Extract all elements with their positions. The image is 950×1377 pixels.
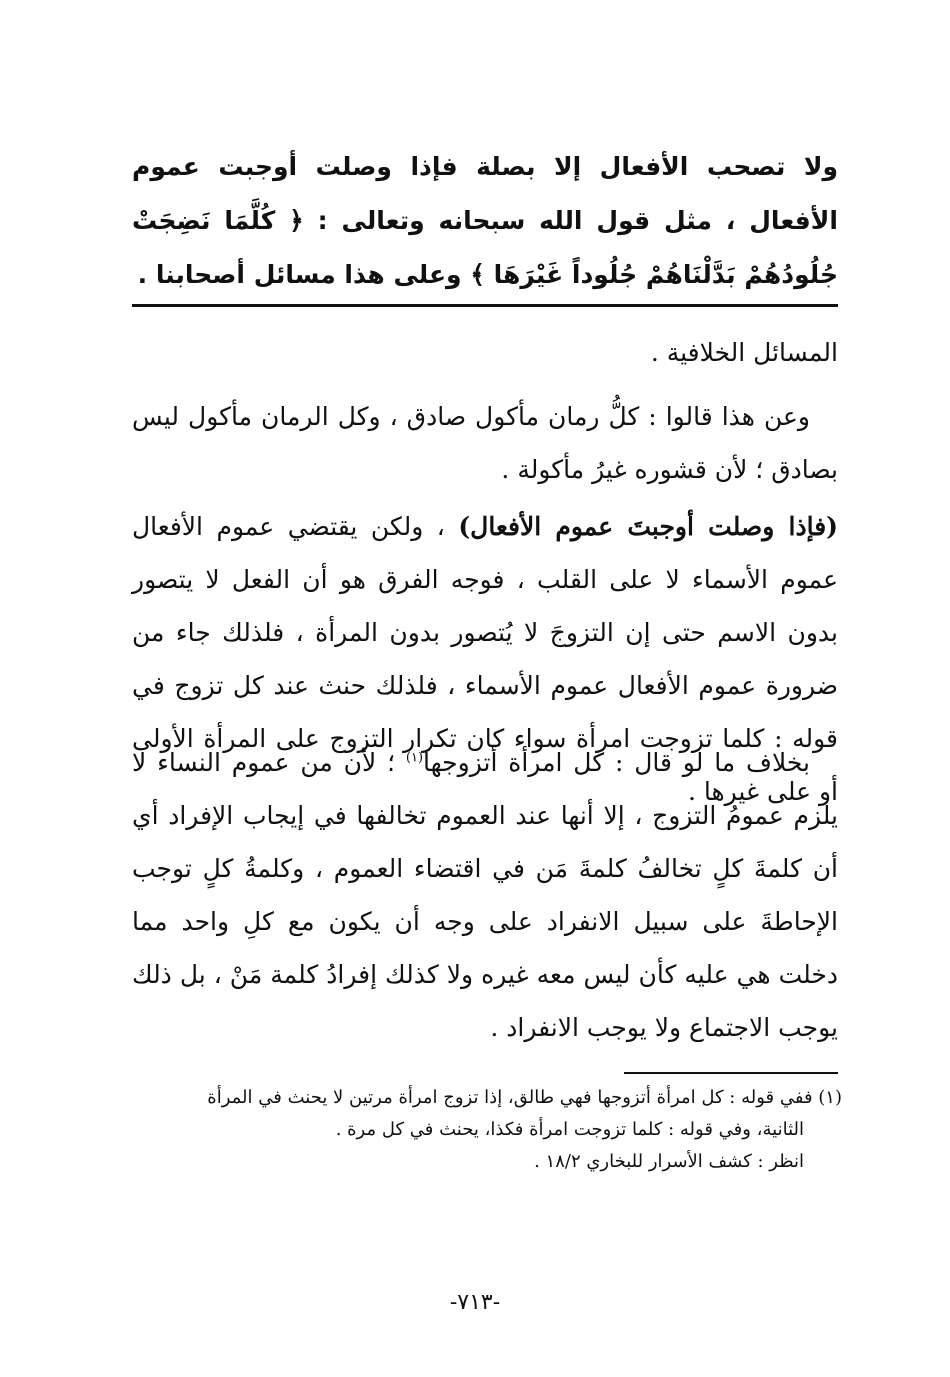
footnote — [132, 1082, 842, 1178]
footnote-line-2: الثانية، وفي قوله : كلما تزوجت امرأة فكذا، يحنث في كل مرة . — [335, 1119, 804, 1140]
footnote-line-3: انظر : كشف الأسرار للبخاري ١٨/٢ . — [534, 1151, 804, 1172]
paragraph-3-text: ، ولكن يقتضي عموم الأفعال عموم الأسماء لا على القلب ، فوجه الفرق هو أن الفعل لا يتصور بدون الاسم حتى إن التزوجَ لا يُتصور بدون المرأة ، فلذلك جاء من ضرورة عموم الأفعال عموم الأسماء ، فلذلك حنث عند كل تزوج في قوله : كلما تزوجت امرأة سواء كان تكرار التزوج على المرأة الأولى أو على غيرها . — [132, 512, 838, 806]
paragraph-1: المسائل الخلافية . — [650, 338, 838, 367]
paragraph-4-text-a: بخلاف ما لو قال : كل امرأة أتزوجها — [423, 748, 810, 777]
paragraph-4 — [132, 736, 838, 1054]
footnote-divider — [624, 1072, 838, 1074]
page-number: -٧١٣- — [449, 1290, 501, 1315]
paragraph-4-text-b: ؛ لأن من عموم النساء لا يلزم عمومُ التزوج ، إلا أنها عند العموم تخالفها في إيجاب الإفراد أي أن كلمةَ كلٍ تخالفُ كلمةَ مَن في اقتضاء العموم ، وكلمةُ كلٍ توجب الإحاطةَ على سبيل الانفراد على وجه أن يكون مع كلِ واحد مما دخلت هي عليه كأن ليس معه غيره ولا كذلك إفرادُ كلمة مَنْ ، بل ذلك يوجب الاجتماع ولا يوجب الانفراد . — [132, 748, 838, 1042]
paragraph-2: وعن هذا قالوا : كلُّ رمان مأكول صادق ، وكل الرمان مأكول ليس بصادق ؛ لأن قشوره غيرُ مأكولة . — [132, 402, 838, 484]
quoted-matn: (فإذا وصلت أوجبتَ عموم الأفعال) — [458, 512, 838, 541]
section-divider — [132, 304, 838, 307]
footnote-line-1: (١) ففي قوله : كل امرأة أتزوجها فهي طالق، إذا تزوج امرأة مرتين لا يحنث في المرأة — [207, 1087, 842, 1108]
footnote-reference[interactable]: (١) — [405, 750, 424, 766]
header-paragraph: ولا تصحب الأفعال إلا بصلة فإذا وصلت أوجبت عموم الأفعال ، مثل قول الله سبحانه وتعالى : ﴿ كُلَّمَا نَضِجَتْ جُلُودُهُمْ بَدَّلْنَاهُمْ جُلُوداً غَيْرَهَا ﴾ وعلى هذا مسائل أصحابنا . — [132, 152, 838, 289]
